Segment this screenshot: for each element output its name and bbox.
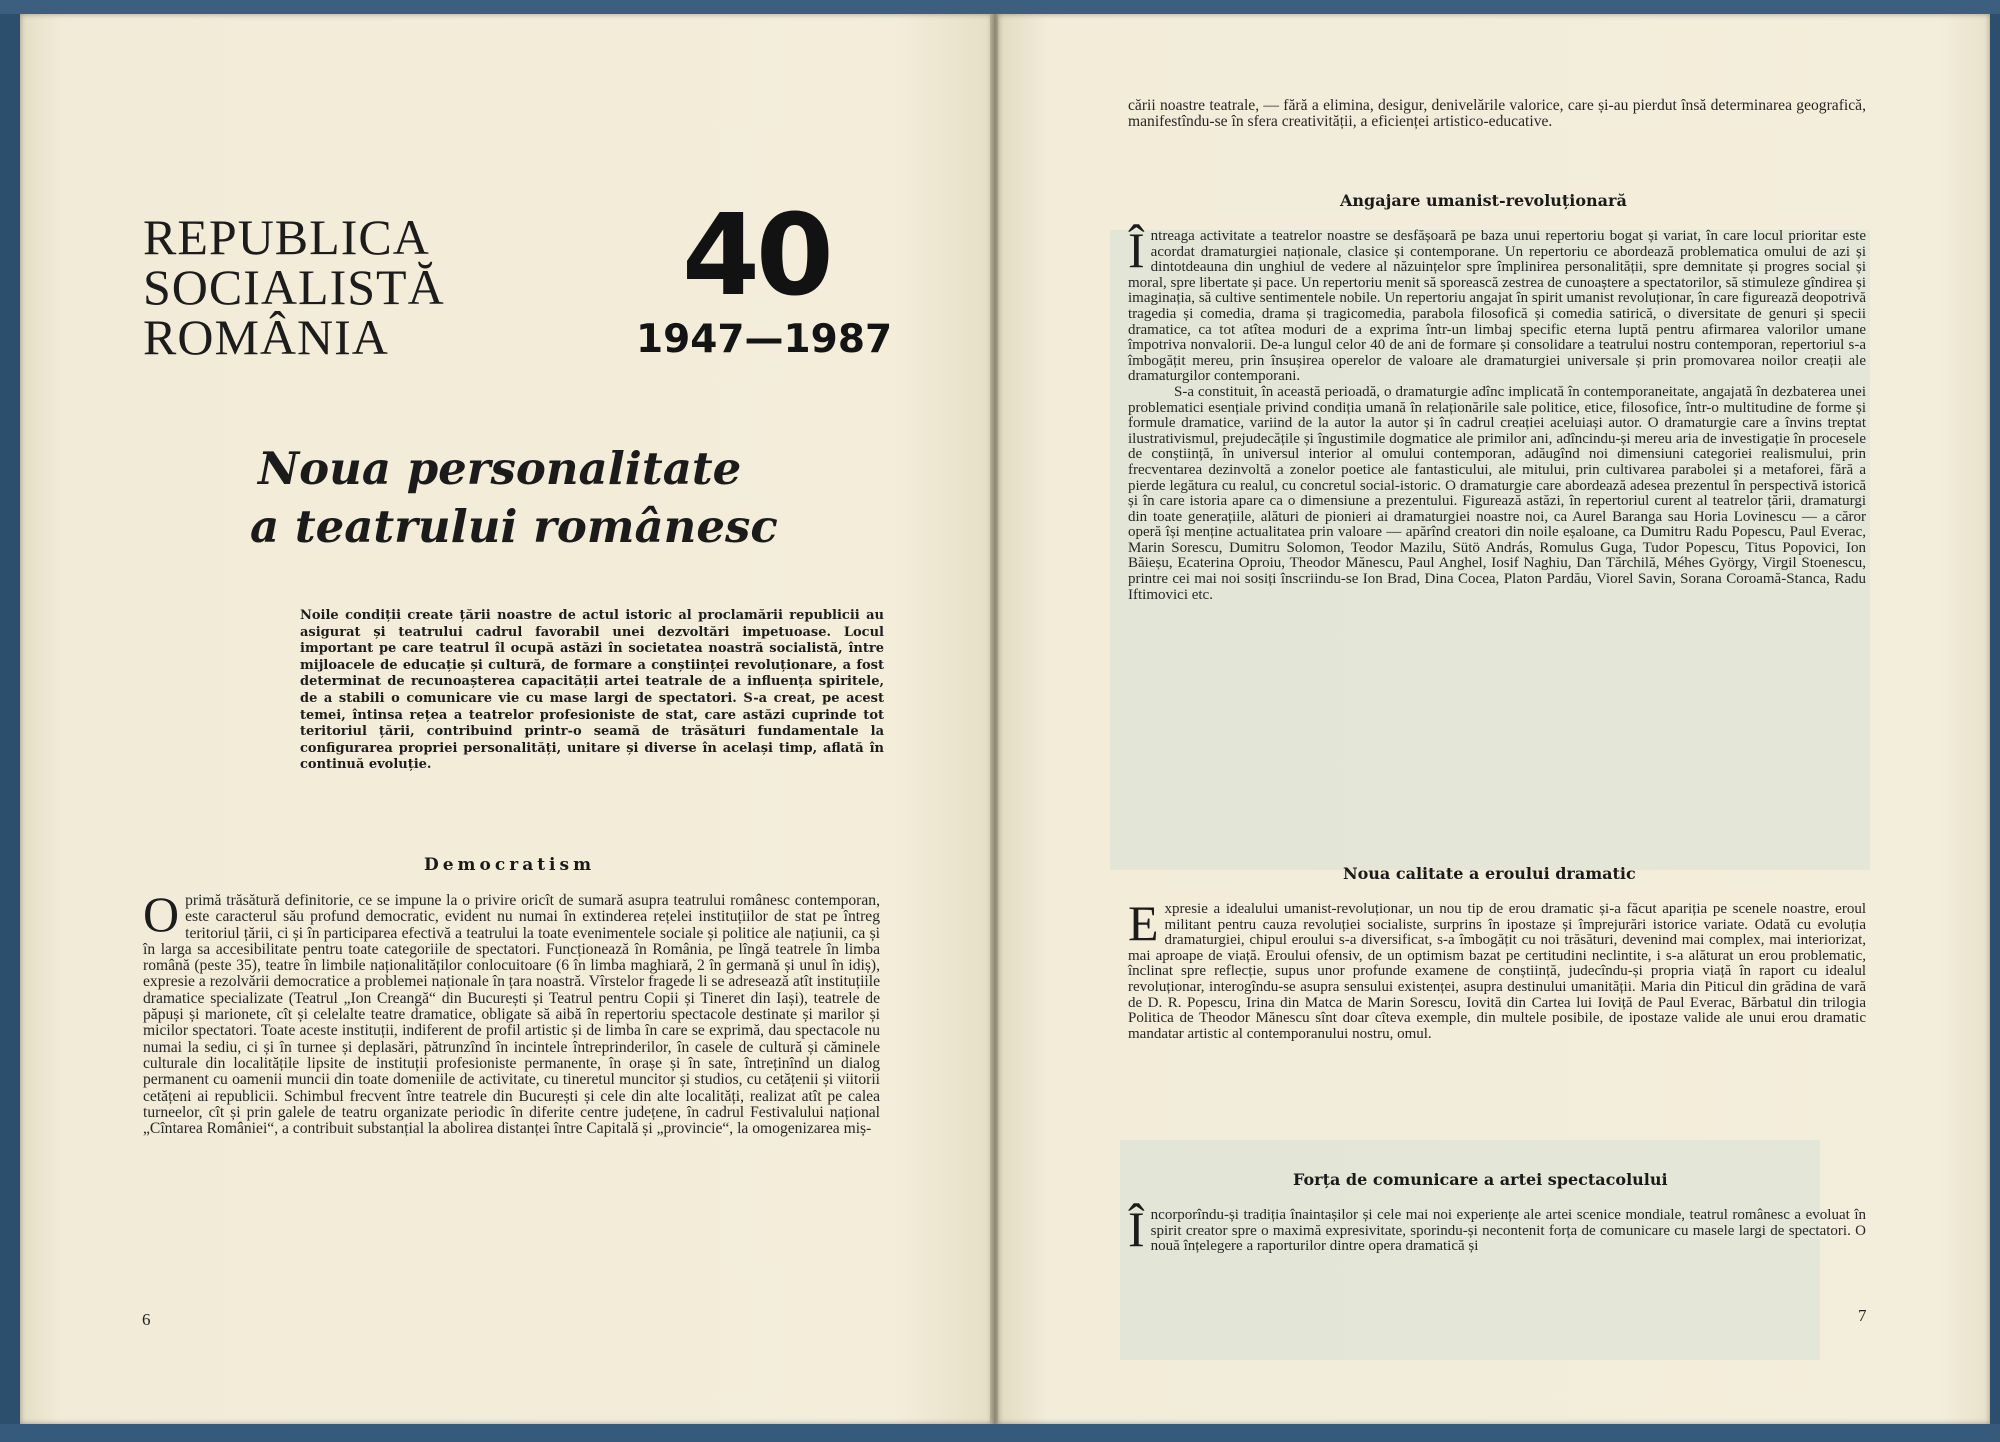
section-heading-democratism: Democratism bbox=[424, 855, 596, 875]
page-number-left: 6 bbox=[142, 1310, 151, 1329]
article-title bbox=[250, 440, 810, 556]
anniversary-years: 1947—1987 bbox=[636, 317, 893, 362]
section-heading-forta: Forța de comunicare a artei spectacolului bbox=[1293, 1170, 1668, 1189]
paragraph-text: primă trăsătură definitorie, ce se impune la o privire oricît de sumară asupra teatrului românesc contemporan, este caracterul său profund democratic, evident nu numai în extinderea rețelei instituțiilor de stat pe întreg teritoriul țării, ci și în participarea efectivă a teatrului la toate evenimentele sociale și politice ale națiunii, ca și în larga sa accesibilitate pentru toate categoriile de spectatori. Funcționează în România, pe lîngă teatrele în limba română (peste 35), teatre în limbile naționalităților conlocuitoare (6 în limba maghiară, 2 în germană și unul în idiș), expresie a rezolvării democratice a problemei naționale în țara noastră. Vîrstelor fragede li se adresează atît instituțiile dramatice specializate (Teatrul „Ion Creangă“ din București și Teatrul pentru Copii și Tineret din Iași), teatrele de păpuși și marionete, cît și celelalte teatre dramatice, obligate să aibă în repertoriu spectacole destinate și marilor și micilor spectatori. Toate aceste instituții, indiferent de profil artistic și de limba în care se exprimă, dau spectacole nu numai la sediu, ci și în turnee și deplasări, pătrunzînd în incintele întreprinderilor, în casele de cultură și căminele culturale din localitățile lipsite de instituții profesioniste permanente, în orașe și în sate, întreținînd un dialog permanent cu oamenii muncii din toate domeniile de activitate, cu tineretul muncitor și studios, cu cetățenii și viitorii cetățeni ai republicii. Schimbul frecvent între teatrele din București și cele din alte localități, realizat atît pe calea turneelor, cît și prin galele de teatru organizate periodic în diferite centre județene, în cadrul Festivalului național „Cîntarea României“, a contribuit substanțial la abolirea distanței între Capitală și „provincie“, la omogenizarea miș- bbox=[143, 892, 880, 1138]
book-cover-bottom-edge bbox=[0, 1424, 2000, 1442]
drop-cap: Î bbox=[1128, 1201, 1145, 1257]
section-body-umanist bbox=[1128, 222, 1866, 603]
section-heading-umanist: Angajare umanist-revoluționară bbox=[1340, 191, 1627, 210]
book-cover-top-edge bbox=[0, 0, 2000, 14]
section-body-democratism bbox=[143, 886, 880, 1138]
paragraph-text: S-a constituit, în această perioadă, o dramaturgie adînc implicată în contemporaneitate, angajată în dezbaterea unei problematici esențiale privind condiția umană în relaționările sale politice, etice, filosofice, într-o multitudine de forme și formule dramatice, variind de la autor la autor și în cadrul creației aceluiași autor. O dramaturgie care a învins treptat ilustrativismul, prejudecățile și îngustimile dogmatice ale primilor ani, adîncindu-și mereu aria de investigație în procesele de conștiință, în universul interior al omului contemporan, adăugînd noi dimensiuni categoriei realismului, prin frecventarea dezinvoltă a zonelor poeticе ale fantasticului, ale mitului, prin cultivarea parabolei și a metaforei, fără a pierde legătura cu realul, cu concretul social-istoric. O dramaturgie care abordează adesea prezentul în perspectivă istorică și în care istoria apare ca o dimensiune a prezentului. Figurează astăzi, în repertoriul curent al teatrelor țării, dramaturgi din toate generațiile, alături de pionieri ai dramaturgiei noastre noi, ca Aurel Baranga sau Horia Lovinescu — a căror operă își menține actualitatea prin valoare — apărînd creatori din noile eșaloane, ca Dumitru Radu Popescu, Paul Everac, Marin Sorescu, Dumitru Solomon, Teodor Mazilu, Sütö András, Romulus Guga, Tudor Popescu, Titus Popovici, Ion Băieșu, Ecaterina Oproiu, Theodor Mănescu, Paul Anghel, Iosif Naghiu, Dan Tărchilă, Méhes György, Virgil Stoenescu, printre cei mai noi sosiți înscriindu-se Ion Brad, Dina Cocea, Platon Pardău, Viorel Savin, Sorana Coroamă-Stanca, Radu Iftimovici etc. bbox=[1128, 383, 1866, 603]
section-body-forta bbox=[1128, 1201, 1866, 1257]
drop-cap: O bbox=[143, 886, 180, 942]
article-title-line: Noua personalitate bbox=[258, 442, 742, 495]
state-line: ROMÂNIA bbox=[143, 309, 389, 365]
drop-cap: Î bbox=[1128, 222, 1145, 278]
state-line: REPUBLICA bbox=[143, 209, 430, 265]
drop-cap: E bbox=[1128, 895, 1159, 951]
anniversary-number: 40 bbox=[682, 191, 830, 321]
paragraph-text: ntreaga activitate a teatrelor noastre se desfășoară pe baza unui repertoriu bogat și variat, în care locul prioritar este acordat dramaturgiei naționale, clasice și contemporane. Un repertoriu ce abordează problematica omului de azi și dintotdeauna din unghiul de vedere al năzuințelor spre împlinirea personalității, spre demnitate și progres social și moral, spre libertate și pace. Un repertoriu menit să sporească zestrea de cunoaștere a spectatorilor, să stimuleze gîndirea și imaginația, să cultive sentimentele nobile. Un repertoriu angajat în spirit umanist revoluționar, în care figurează deopotrivă tragedia și comedia, drama și tragicomedia, parabola filosofică și comedia satirică, o diversitate de genuri și specii dramatice, ca tot atîtea moduri de a exprima într-un limbaj specific eterna luptă pentru afirmarea valorilor umane împotriva nonvalorii. De-a lungul celor 40 de ani de formare și consolidare a teatrului nostru contemporan, repertoriul s-a îmbogățit mereu, prin însușirea operelor de valoare ale dramaturgiei universale și prin promovarea noilor creații ale dramaturgilor contemporani. bbox=[1128, 228, 1866, 385]
state-line: SOCIALISTĂ bbox=[143, 259, 445, 315]
section-heading-erou: Noua calitate a eroului dramatic bbox=[1343, 864, 1636, 883]
state-name-heading bbox=[143, 209, 513, 365]
article-lead: Noile condiții create țării noastre de actul istoric al proclamării republicii au asigurat și teatrului cadrul favorabil unei dezvoltări impetuoase. Locul important pe care teatrul îl ocupă astăzi în societatea noastră socialistă, între mijloacele de educație și cultură, de formare a conștiinței revoluționare, a fost determinat de recunoașterea capacității artei teatrale de a influența spiritele, de a stabili o comunicare vie cu mase largi de spectatori. S-a creat, pe acest temei, întinsa rețea a teatrelor profesioniste de stat, care astăzi cuprinde tot teritoriul țării, contribuind printr-o seamă de trăsături fundamentale la configurarea propriei personalități, unitare și diverse în același timp, aflată în continuă evoluție. bbox=[300, 608, 884, 773]
section-body-erou bbox=[1128, 895, 1866, 1042]
page-number-right: 7 bbox=[1858, 1306, 1867, 1325]
paragraph-text: ncorporîndu-și tradiția înaintașilor și cele mai noi experiențe ale artei scenice mondiale, teatrul românesc a evoluat în spirit creator spre o maximă expresivitate, sporindu-și necontenit forța de comunicare cu masele largi de spectatori. O nouă înțelegere a raporturilor dintre opera dramatică și bbox=[1150, 1207, 1866, 1255]
article-title-line: a teatrului românesc bbox=[250, 500, 778, 553]
continuation-paragraph: cării noastre teatrale, — fără a elimina, desigur, denivelările valorice, care și-au pierdut însă determinarea geografică, manifestîndu-se în sfera creativității, a eficienței artistico-educative. bbox=[1128, 97, 1866, 131]
paragraph-text: xpresie a idealului umanist-revoluționar, un nou tip de erou dramatic și-a făcut apariția pe scenele noastre, eroul militant pentru cauza revoluției socialiste, surprins în ipostaze și împrejurări istorice variate. Odată cu evoluția dramaturgiei, chipul eroului s-a diversificat, s-a îmbogățit cu noi trăsături, devenind mai complex, mai interiorizat, mai aproape de viață. Eroului ofensiv, de un optimism bazat pe certitudini neclintite, i s-a alăturat un erou problematic, înclinat spre reflecție, supus unor profunde examene de conștiință, judecîndu-și propria viață în raport cu idealul revoluționar, interogîndu-se asupra sensului existenței, asupra destinului umanității. Maria din Piticul din grădina de vară de D. R. Popescu, Irina din Matca de Marin Sorescu, Iovită din Cartea lui Ioviță de Paul Everac, Bărbatul din trilogia Politica de Theodor Mănescu sînt doar cîteva exemple, din multele posibile, de ipostaze valide ale unui erou dramatic mandatar artistic al contemporanului nostru, omul. bbox=[1128, 901, 1866, 1042]
